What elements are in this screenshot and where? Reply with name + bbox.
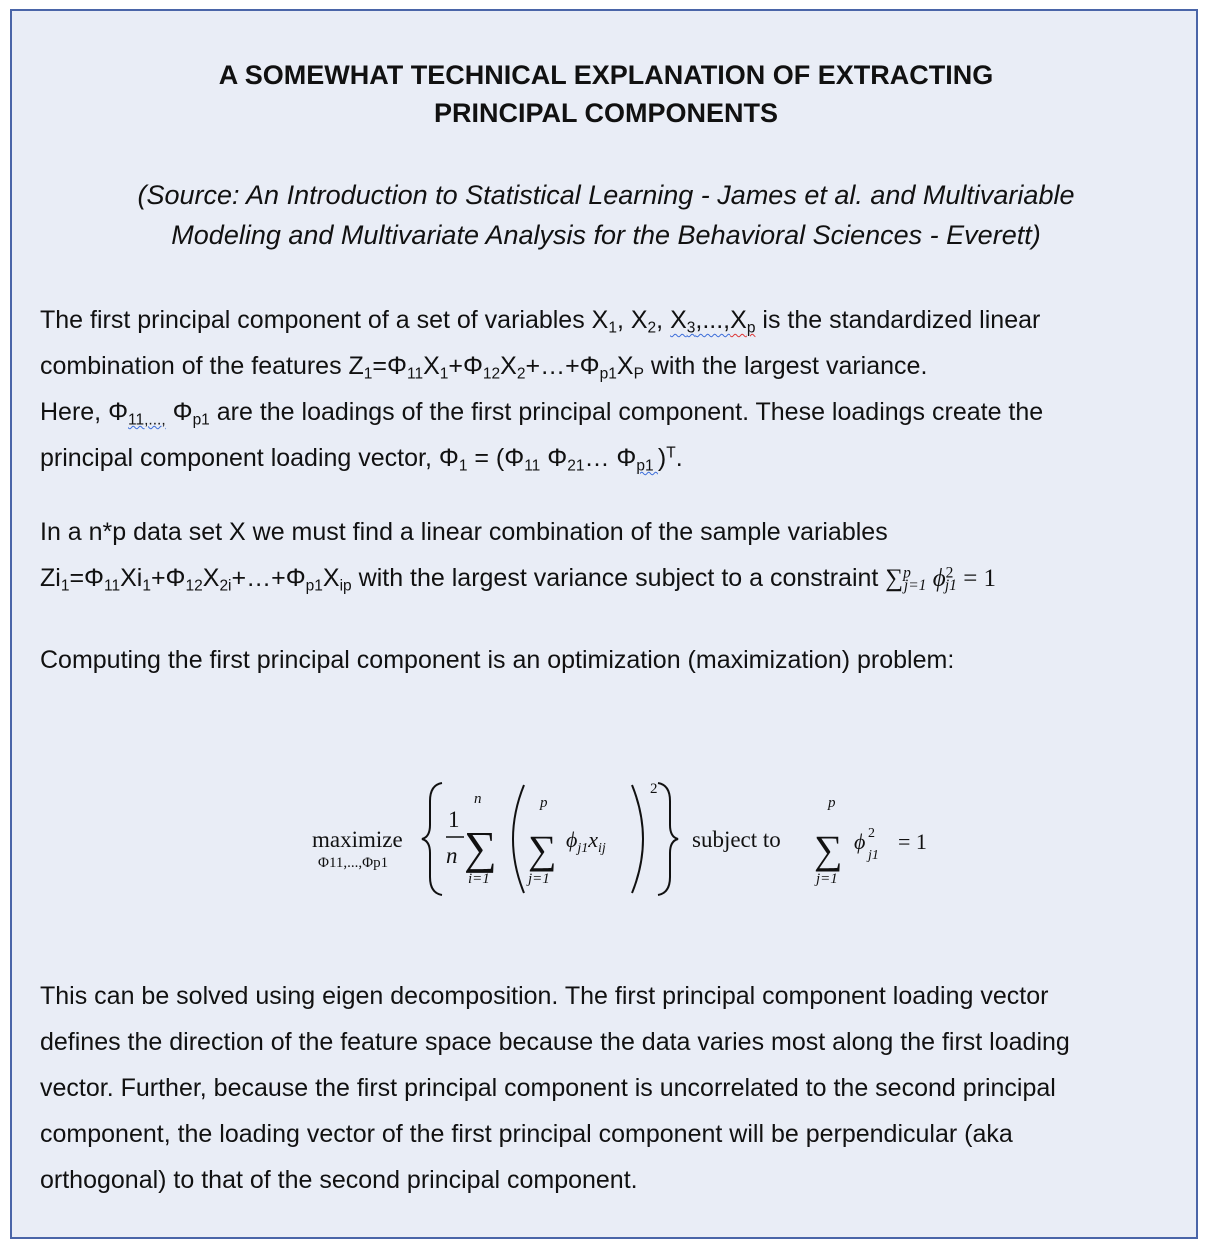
eq-maximize: maximize	[312, 827, 403, 852]
para2-line-2: $Zi_1=\Phi_{11}Xi_1+\Phi_{12}X_{2i}+\dots+\Phi_{p1}X_{ip}$ with the largest variance subject to a constraint ∑$^p_{j=1}$ $\phi^2_{j1} = 1$	[40, 564, 997, 595]
eq-con-sup: 2	[868, 826, 875, 841]
para4-line-1: This can be solved using eigen decomposition. The first principal component loading vector	[40, 982, 1049, 1010]
eq-subject-to: subject to	[692, 827, 781, 852]
eq-con-term: ϕ	[854, 829, 866, 854]
optimization-equation	[302, 771, 942, 901]
para1-line-1: The first principal component of a set of variables $X_1$, $X_2$, $X_3,...,X_p$ is the standardized linear	[40, 306, 1041, 337]
para4-line-4: component, the loading vector of the first principal component will be perpendicular (aka	[40, 1120, 1013, 1148]
paragraph-eigen	[40, 973, 1180, 1203]
eq-power: 2	[650, 781, 658, 797]
eq-con-sum-lower: j=1	[816, 871, 838, 887]
para1-line-2: combination of the features $Z_1=\Phi_{11}X_1+\Phi_{12}X_2+\dots+\Phi_{p1}X_P$ with the largest variance.	[40, 352, 928, 383]
eq-maximize-sub: Φ11,...,Φp1	[318, 855, 389, 871]
eq-inner-sum-symbol: ∑	[528, 827, 557, 872]
para4-line-2: defines the direction of the feature space because the data varies most along the first loading	[40, 1028, 1070, 1056]
para4-line-5: orthogonal) to that of the second principal component.	[40, 1166, 638, 1194]
eq-con-sum-upper: p	[828, 795, 836, 811]
eq-inner-sum-lower: j=1	[528, 871, 550, 887]
source-line-1: (Source: An Introduction to Statistical Learning - James et al. and Multivariable	[137, 180, 1075, 210]
para1-line-3: Here, $\Phi_{11,...,}$ $\Phi_{p1}$ are the loadings of the first principal component. These loadings create the	[40, 398, 1044, 429]
title-line-1: A SOMEWHAT TECHNICAL EXPLANATION OF EXTRACTING	[218, 60, 994, 90]
eq-inner-sum-upper: p	[540, 795, 548, 811]
eq-term: $\phi_{j1}x_{ij}$	[566, 827, 606, 856]
eq-outer-sum-lower: i=1	[468, 871, 490, 887]
document-frame	[10, 9, 1198, 1239]
eq-outer-sum-symbol: ∑	[464, 822, 497, 873]
eq-fraction-numerator: 1	[448, 807, 460, 832]
paragraph-optimization: Computing the first principal component is an optimization (maximization) problem:	[40, 646, 955, 674]
para1-line-4: principal component loading vector, $\Phi_1 = (\Phi_{11}$ $\Phi_{21}\dots$ $\Phi_{p1}$ )$^T$.	[40, 444, 683, 475]
eq-outer-sum-upper: n	[474, 791, 482, 807]
eq-con-sum-symbol: ∑	[814, 827, 843, 872]
eq-con-sub: j1	[868, 848, 879, 863]
eq-equals-one: = 1	[898, 829, 927, 854]
paragraph-definition	[40, 297, 1180, 481]
para2-line-1: In a n*p data set X we must find a linear combination of the sample variables	[40, 518, 888, 546]
source-line-2: Modeling and Multivariate Analysis for the Behavioral Sciences - Everett)	[171, 220, 1041, 250]
title-line-2: PRINCIPAL COMPONENTS	[433, 98, 779, 128]
constraint-inline-formula: ∑$^p_{j=1}$ $\phi^2_{j1} = 1$	[885, 564, 997, 595]
paragraph-constraint	[40, 509, 1180, 602]
eq-fraction-denominator: n	[446, 843, 458, 868]
para4-line-3: vector. Further, because the first principal component is uncorrelated to the second principal	[40, 1074, 1056, 1102]
